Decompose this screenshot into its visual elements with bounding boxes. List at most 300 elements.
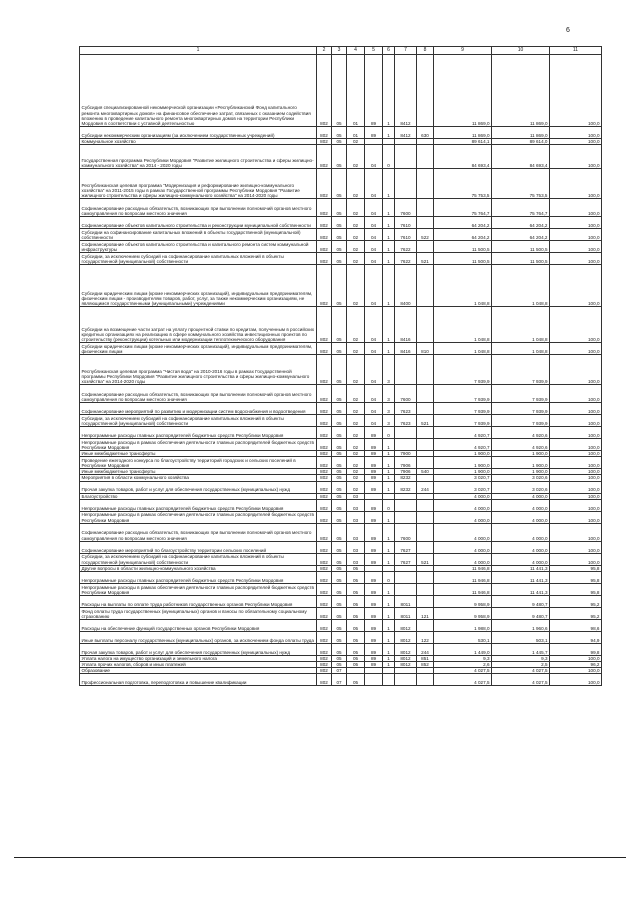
planned-amount: 11 869,0 [434,127,492,139]
subsection-code: 03 [347,499,365,511]
expense-type [417,355,434,385]
subsection-code: 02 [347,253,365,265]
executed-amount: 4 000,0 [492,493,550,499]
expense-type [417,199,434,217]
execution-percent: 95,2 [550,607,602,619]
planned-amount: 1 048,8 [434,343,492,355]
subsection-code: 02 [347,145,365,169]
section-code: 05 [332,541,347,553]
expense-type [417,511,434,523]
grbs-code: 802 [317,145,332,169]
expense-type [417,583,434,595]
execution-percent: 95,8 [550,571,602,583]
execution-percent: 100,0 [550,493,602,499]
planned-amount: 11 946,8 [434,583,492,595]
section-code: 05 [332,583,347,595]
target-article: 7627 [395,541,417,553]
subprogram-code: 1 [383,253,395,265]
item-name: Иные выплаты персоналу государственных (муниципальных) органов, за исключением фонда оплаты труда [80,631,317,643]
target-article: 8400 [395,265,417,307]
grbs-code: 802 [317,343,332,355]
column-number: 9 [434,47,492,55]
executed-amount: 2,5 [492,661,550,667]
column-number: 5 [365,47,383,55]
execution-percent: 100,0 [550,343,602,355]
item-name: Государственная программа Республики Мордовия "Развитие жилищного строительства и сферы жилищно-коммунального хозяйства" на 2014 - 2020 годы [80,145,317,169]
target-article: 7610 [395,217,417,229]
program-code: 89 [365,469,383,475]
subprogram-code: 1 [383,655,395,661]
executed-amount: 1 048,8 [492,343,550,355]
subprogram-code: 1 [383,199,395,217]
expense-type [417,427,434,439]
item-name: Субсидии, за исключением субсидий на софинансирование капитальных вложений в объекты государственной (муниципальной) собственности [80,415,317,427]
executed-amount: 4 027,5 [492,674,550,686]
subsection-code: 02 [347,469,365,475]
program-code: 89 [365,643,383,655]
section-code: 05 [332,217,347,229]
planned-amount: 4 000,0 [434,523,492,541]
table-row [80,631,602,643]
item-name: Непрограммные расходы главных распорядителей бюджетных средств Республики Мордовия [80,571,317,583]
subprogram-code: 1 [383,451,395,457]
table-row [80,619,602,631]
table-row [80,553,602,565]
table-row [80,643,602,655]
column-number: 7 [395,47,417,55]
subsection-code: 05 [347,571,365,583]
subprogram-code: 1 [383,661,395,667]
planned-amount: 530,1 [434,631,492,643]
item-name: Прочая закупка товаров, работ и услуг для обеспечения государственных (муниципальных) нужд [80,481,317,493]
section-code: 05 [332,427,347,439]
target-article: 7623 [395,415,417,427]
execution-percent: 94,9 [550,631,602,643]
planned-amount: 9,3 [434,655,492,661]
program-code: 04 [365,145,383,169]
table-row [80,127,602,139]
executed-amount: 7 939,9 [492,415,550,427]
expense-type [417,307,434,343]
target-article: 8232 [395,475,417,481]
grbs-code: 802 [317,469,332,475]
program-code: 89 [365,523,383,541]
subsection-code: 05 [347,631,365,643]
planned-amount: 4 000,0 [434,511,492,523]
planned-amount: 7 939,9 [434,415,492,427]
subsection-code: 03 [347,553,365,565]
planned-amount: 84 693,4 [434,145,492,169]
target-article: 8416 [395,307,417,343]
program-code: 04 [365,415,383,427]
item-name: Софинансирование расходных обязательств, возникающих при выполнении полномочий органов местного самоуправления по вопросам местного значения [80,523,317,541]
section-code: 05 [332,493,347,499]
expense-type: 521 [417,415,434,427]
execution-percent: 100,0 [550,199,602,217]
subprogram-code: 1 [383,343,395,355]
planned-amount: 1 900,0 [434,451,492,457]
grbs-code: 802 [317,571,332,583]
table-row [80,355,602,385]
subprogram-code: 3 [383,355,395,385]
planned-amount: 75 764,7 [434,199,492,217]
section-code: 05 [332,553,347,565]
executed-amount: 7 939,9 [492,355,550,385]
table-row [80,523,602,541]
column-number: 4 [347,47,365,55]
target-article: 7627 [395,553,417,565]
section-code: 05 [332,661,347,667]
planned-amount: 3 020,7 [434,481,492,493]
expense-type [417,523,434,541]
executed-amount: 1 900,0 [492,469,550,475]
item-name: Субсидии некоммерческим организациям (за исключением государственных учреждений) [80,127,317,139]
item-name: Субсидии юридическим лицам (кроме некоммерческих организаций), индивидуальным предпринимателям, физическим лицам - производителям товаров, работ, услуг, за также некоммерческим организациям, не являющимся государственными (муниципальными) учреждениями [80,265,317,307]
planned-amount: 11 500,5 [434,253,492,265]
table-row [80,595,602,607]
target-article: 7600 [395,385,417,403]
execution-percent: 100,0 [550,385,602,403]
planned-amount: 1 449,0 [434,643,492,655]
table-row [80,583,602,595]
subsection-code: 05 [347,583,365,595]
target-article: 7622 [395,253,417,265]
target-article: 7622 [395,241,417,253]
executed-amount: 9 480,7 [492,607,550,619]
item-name: Софинансирование объектов капитального строительства и капитального ремонта систем коммунальной инфраструктуры [80,241,317,253]
grbs-code: 802 [317,499,332,511]
target-article: 8012 [395,619,417,631]
subprogram-code [383,674,395,686]
grbs-code: 802 [317,523,332,541]
section-code: 05 [332,607,347,619]
program-code: 04 [365,241,383,253]
column-number: 8 [417,47,434,55]
planned-amount: 64 204,2 [434,217,492,229]
subprogram-code: 3 [383,415,395,427]
subsection-code: 05 [347,655,365,661]
section-code: 05 [332,499,347,511]
item-name: Субсидии, за исключением субсидий на софинансирование капитальных вложений в объекты государственной (муниципальной) собственности [80,553,317,565]
planned-amount: 4 000,0 [434,493,492,499]
planned-amount: 1 048,8 [434,307,492,343]
executed-amount: 75 764,7 [492,199,550,217]
target-article [395,355,417,385]
execution-percent: 100,0 [550,127,602,139]
table-row [80,457,602,469]
section-code: 05 [332,385,347,403]
subsection-code: 05 [347,643,365,655]
expense-type: 540 [417,469,434,475]
item-name: Непрограммные расходы главных распорядителей бюджетных средств Республики Мордовия [80,499,317,511]
program-code: 04 [365,253,383,265]
item-name: Субсидии на софинансирование капитальных вложений в объекты государственной (муниципальной) собственности [80,229,317,241]
expense-type [417,499,434,511]
grbs-code: 802 [317,439,332,451]
target-article [395,571,417,583]
column-number: 2 [317,47,332,55]
target-article [395,511,417,523]
item-name: Благоустройство [80,493,317,499]
program-code: 04 [365,217,383,229]
program-code: 89 [365,553,383,565]
target-article: 8012 [395,661,417,667]
table-row [80,217,602,229]
subsection-code: 02 [347,169,365,199]
item-name: Субсидии на возмещение части затрат на уплату процентной ставки по кредитам, полученным в российских кредитных организациях на реализацию в сфере коммунального хозяйства инвестиционных проектов по строительству (реконструкции) котельных или модернизации теплотехнического оборудования [80,307,317,343]
column-number: 6 [383,47,395,55]
section-code: 05 [332,475,347,481]
subsection-code: 05 [347,619,365,631]
section-code: 05 [332,169,347,199]
grbs-code: 802 [317,127,332,139]
grbs-code: 802 [317,661,332,667]
subprogram-code: 0 [383,427,395,439]
expense-type [417,403,434,415]
expense-type: 521 [417,553,434,565]
planned-amount: 4 000,0 [434,541,492,553]
subsection-code: 02 [347,385,365,403]
subprogram-code: 1 [383,619,395,631]
program-code: 89 [365,655,383,661]
table-row [80,307,602,343]
table-row [80,541,602,553]
execution-percent: 98,6 [550,619,602,631]
section-code: 05 [332,355,347,385]
item-name: Непрограммные расходы в рамках обеспечения деятельности главных распорядителей бюджетных средств Республики Мордовия [80,439,317,451]
expense-type: 122 [417,631,434,643]
expense-type: 852 [417,661,434,667]
target-article: 8011 [395,595,417,607]
page-number: 6 [566,27,570,34]
grbs-code: 802 [317,253,332,265]
grbs-code: 802 [317,355,332,385]
table-row [80,415,602,427]
subsection-code: 05 [347,595,365,607]
table-row [80,427,602,439]
section-code: 05 [332,439,347,451]
executed-amount: 11 441,3 [492,571,550,583]
section-code: 05 [332,229,347,241]
subsection-code: 02 [347,241,365,253]
program-code: 89 [365,595,383,607]
table-row [80,511,602,523]
grbs-code: 802 [317,631,332,643]
executed-amount: 1 048,8 [492,265,550,307]
section-code: 05 [332,595,347,607]
program-code: 89 [365,475,383,481]
column-number: 3 [332,47,347,55]
section-code: 05 [332,199,347,217]
program-code: 89 [365,511,383,523]
program-code: 89 [365,127,383,139]
target-article: 7610 [395,229,417,241]
executed-amount: 1 900,0 [492,457,550,469]
section-code: 07 [332,668,347,674]
section-code: 05 [332,631,347,643]
execution-percent: 100,0 [550,553,602,565]
item-name: Фонд оплаты труда государственных (муниципальных) органов и взносы по обязательному социальному страхованию [80,607,317,619]
expense-type [417,457,434,469]
expense-type [417,674,434,686]
planned-amount: 1 988,0 [434,619,492,631]
subsection-code: 03 [347,511,365,523]
execution-percent: 100,0 [550,655,602,661]
target-article [395,145,417,169]
item-name: Республиканская целевая программа "Модернизация и реформирование жилищно-коммунального хозяйства" на 2011-2015 годы в рамках Государственной программы Республики Мордовия "Развитие жилищного строительства и сферы жилищно-коммунального хозяйства" на 2014-2020 годы [80,169,317,199]
subprogram-code: 1 [383,241,395,253]
subsection-code: 03 [347,523,365,541]
planned-amount: 1 048,8 [434,265,492,307]
grbs-code: 802 [317,655,332,661]
item-name: Непрограммные расходы в рамках обеспечения деятельности главных распорядителей бюджетных средств Республики Мордовия [80,511,317,523]
section-code: 05 [332,643,347,655]
program-code: 89 [365,55,383,127]
subsection-code: 02 [347,439,365,451]
item-name: Софинансирование объектов капитального строительства и реконструкции муниципальной собственности [80,217,317,229]
table-row [80,343,602,355]
subprogram-code: 1 [383,307,395,343]
expense-type: 244 [417,643,434,655]
subsection-code: 02 [347,451,365,457]
execution-percent: 95,8 [550,565,602,571]
executed-amount: 9,3 [492,655,550,661]
executed-amount: 64 204,2 [492,217,550,229]
subprogram-code: 0 [383,499,395,511]
program-code: 89 [365,457,383,469]
expense-type [417,439,434,451]
execution-percent: 100,0 [550,241,602,253]
expense-type [417,595,434,607]
execution-percent: 100,0 [550,427,602,439]
item-name: Уплата налога на имущество организаций и земельного налога [80,655,317,661]
item-name: Субсидии юридическим лицам (кроме некоммерческих организаций), индивидуальным предпринимателям, физическим лицам [80,343,317,355]
subprogram-code: 0 [383,571,395,583]
executed-amount: 89 614,0 [492,139,550,145]
expense-type [417,145,434,169]
program-code: 04 [365,265,383,307]
subprogram-code: 1 [383,583,395,595]
planned-amount: 4 920,7 [434,439,492,451]
grbs-code: 802 [317,457,332,469]
grbs-code: 802 [317,583,332,595]
grbs-code: 802 [317,55,332,127]
program-code: 89 [365,439,383,451]
executed-amount: 9 480,7 [492,595,550,607]
executed-amount: 11 869,0 [492,127,550,139]
executed-amount: 64 204,2 [492,229,550,241]
table-row [80,55,602,127]
expense-type [417,241,434,253]
grbs-code: 802 [317,229,332,241]
subprogram-code: 1 [383,457,395,469]
grbs-code: 802 [317,427,332,439]
target-article [395,674,417,686]
subsection-code: 03 [347,541,365,553]
item-name: Прочая закупка товаров, работ и услуг для обеспечения государственных (муниципальных) нужд [80,643,317,655]
subprogram-code: 1 [383,469,395,475]
subprogram-code: 1 [383,541,395,553]
table-row [80,571,602,583]
column-number: 11 [550,47,602,55]
execution-percent: 100,0 [550,457,602,469]
execution-percent: 99,8 [550,643,602,655]
subsection-code: 02 [347,457,365,469]
table-row [80,145,602,169]
planned-amount: 11 946,8 [434,571,492,583]
table-row [80,265,602,307]
program-code: 04 [365,199,383,217]
executed-amount: 11 869,0 [492,55,550,127]
program-code: 89 [365,499,383,511]
execution-percent: 95,8 [550,583,602,595]
target-article: 8412 [395,55,417,127]
executed-amount: 4 000,0 [492,523,550,541]
expense-type [417,55,434,127]
table-row [80,253,602,265]
section-code: 05 [332,451,347,457]
grbs-code: 802 [317,241,332,253]
execution-percent: 100,0 [550,475,602,481]
item-name: Иные межбюджетные трансферты [80,451,317,457]
executed-amount: 11 441,3 [492,583,550,595]
subprogram-code: 1 [383,265,395,307]
grbs-code: 802 [317,217,332,229]
item-name: Субсидии, за исключением субсидий на софинансирование капитальных вложений в объекты государственной (муниципальной) собственности [80,253,317,265]
executed-amount: 11 500,5 [492,241,550,253]
executed-amount: 4 027,5 [492,668,550,674]
target-article [395,427,417,439]
executed-amount: 4 000,0 [492,511,550,523]
planned-amount: 4 027,5 [434,668,492,674]
subsection-code: 02 [347,265,365,307]
grbs-code: 802 [317,481,332,493]
target-article: 8011 [395,607,417,619]
section-code: 05 [332,145,347,169]
execution-percent: 100,0 [550,169,602,199]
target-article: 7900 [395,451,417,457]
execution-percent: 100,0 [550,229,602,241]
subsection-code: 02 [347,415,365,427]
section-code: 05 [332,565,347,571]
grbs-code: 802 [317,643,332,655]
subsection-code: 02 [347,475,365,481]
planned-amount: 7 939,9 [434,385,492,403]
table-row [80,674,602,686]
item-name: Республиканская целевая программа "Чистая вода" на 2010-2016 годы в рамках Государственной программы Республики Мордовия "Развитие жилищного строительства и сферы жилищно-коммунального хозяйства" на 2014-2020 годы [80,355,317,385]
table-row [80,403,602,415]
item-name: Профессиональная подготовка, переподготовка и повышение квалификации [80,674,317,686]
program-code: 04 [365,307,383,343]
section-code: 05 [332,571,347,583]
subsection-code: 02 [347,427,365,439]
section-code: 05 [332,241,347,253]
execution-percent: 100,0 [550,145,602,169]
expense-type: 522 [417,229,434,241]
program-code: 89 [365,571,383,583]
page-bottom-rule [14,857,626,858]
target-article [395,499,417,511]
item-name: Субсидия специализированной некоммерческой организации «Республиканский Фонд капитального ремонта многоквартирных домов» на финансовое обеспечение затрат, связанных с оказанием содействия вложению в проведение капитального ремонта многоквартирных домов на территории Республики Мордовия в соответствии с уставной деятельностью [80,55,317,127]
expense-type [417,571,434,583]
subsection-code: 01 [347,55,365,127]
program-code: 89 [365,661,383,667]
grbs-code: 802 [317,553,332,565]
planned-amount: 11 869,0 [434,55,492,127]
grbs-code: 802 [317,493,332,499]
subprogram-code: 1 [383,607,395,619]
subsection-code: 03 [347,493,365,499]
